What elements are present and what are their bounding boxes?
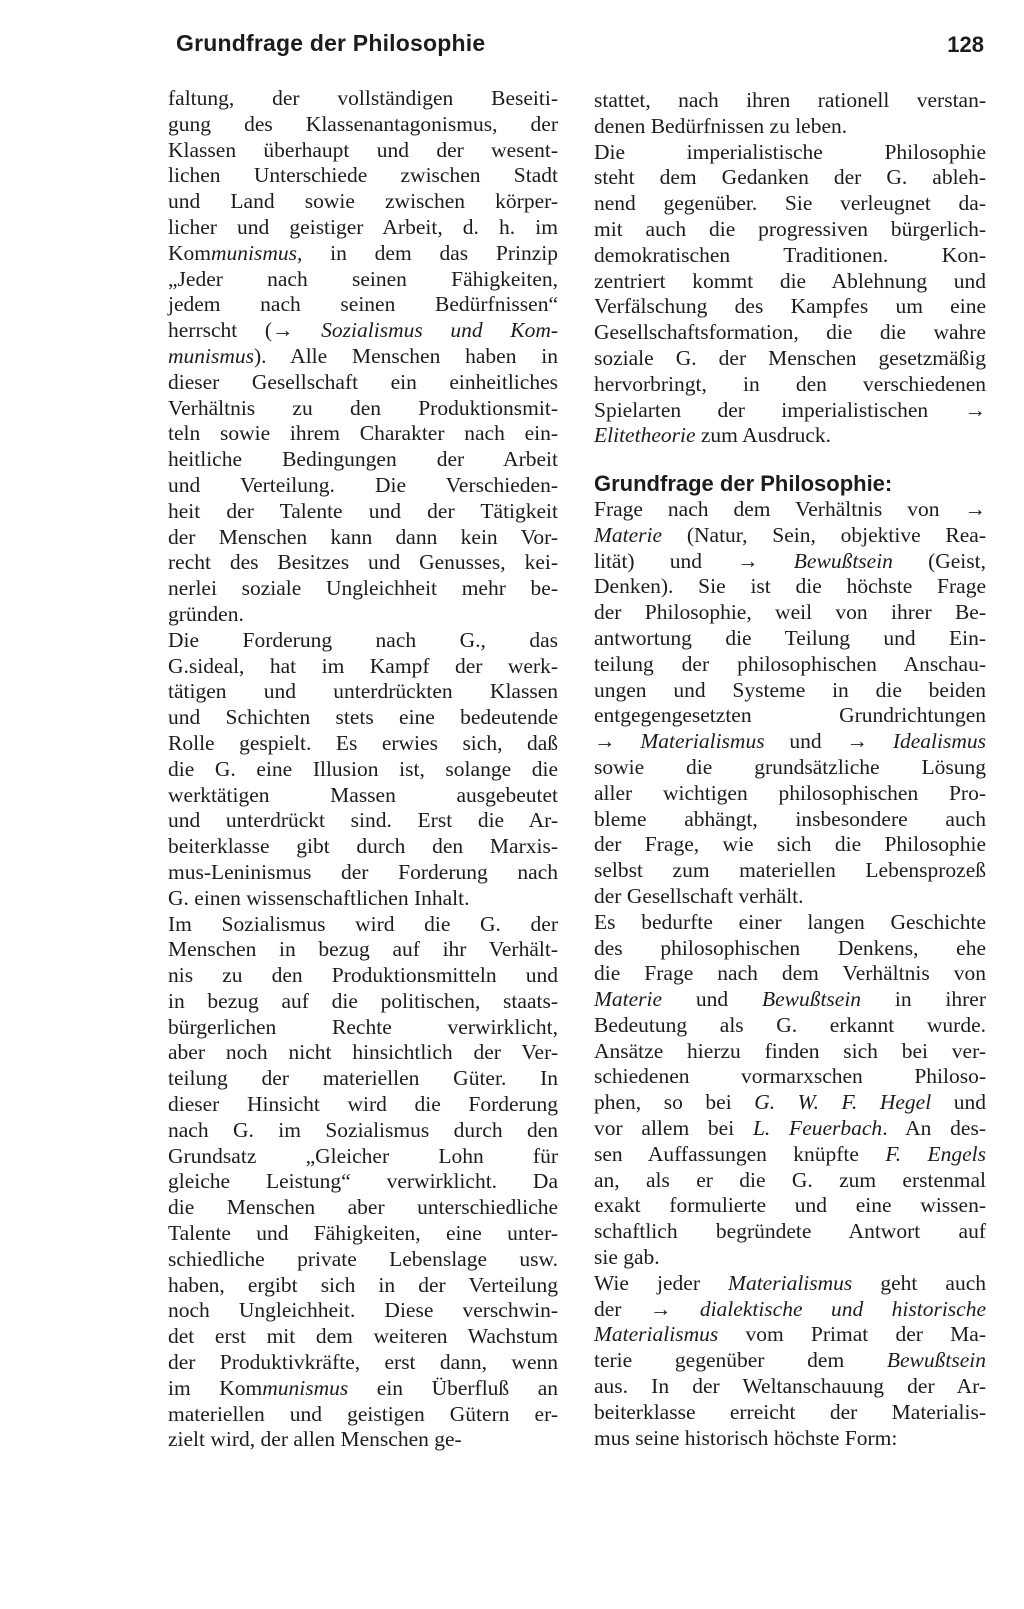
text-line: und Land sowie zwischen körper- [168, 189, 558, 214]
text-line: demokratischen Traditionen. Kon- [594, 242, 986, 267]
text-line: hervorbringt, in den verschiedenen [594, 371, 986, 396]
running-head: Grundfrage der Philosophie [176, 30, 486, 56]
text-line: teilung der materiellen Güter. In [168, 1066, 558, 1091]
text-line: teilung der philosophischen Anschau- [594, 651, 986, 676]
text-line: materiellen und geistigen Gütern er- [168, 1401, 558, 1426]
text-line: gründen. [168, 601, 244, 626]
italic-term: munismus [262, 1375, 349, 1400]
text-line: sie gab. [594, 1245, 660, 1270]
text-line: bürgerlichen Rechte verwirklicht, [168, 1014, 558, 1039]
text-line: Materialismus vom Primat der Ma- [594, 1322, 986, 1347]
text-line: zentriert kommt die Ablehnung und [594, 268, 986, 293]
text-line: licher und geistiger Arbeit, d. h. im [168, 214, 558, 239]
text-line: Denken). Sie ist die höchste Frage [594, 574, 986, 599]
text-line: Verhältnis zu den Produktionsmit- [168, 395, 558, 420]
text-line: Es bedurfte einer langen Geschichte [594, 909, 986, 934]
text-line: terie gegenüber dem Bewußtsein [594, 1348, 986, 1373]
text-line: Elitetheorie zum Ausdruck. [594, 423, 832, 448]
text-line: Die imperialistische Philosophie [594, 139, 986, 164]
text-line: der Philosophie, weil von ihrer Be- [594, 600, 986, 625]
text-line: lität) und → Bewußtsein (Geist, [594, 548, 986, 573]
text-line: Rolle gespielt. Es erwies sich, daß [168, 730, 558, 755]
italic-term: L. Feuerbach [752, 1116, 883, 1141]
text-line: steht dem Gedanken der G. ableh- [594, 165, 986, 190]
text-line: nach G. im Sozialismus durch den [168, 1117, 558, 1142]
text-line: aber noch nicht hinsichtlich der Ver- [168, 1040, 558, 1065]
italic-term: munismus [168, 343, 255, 368]
text-line: nerlei soziale Ungleichheit mehr be- [168, 576, 558, 601]
text-line: haben, ergibt sich in der Verteilung [168, 1272, 558, 1297]
right-column-bottom [594, 497, 986, 1451]
text-line: Die Forderung nach G., das [168, 627, 558, 652]
text-line: jedem nach seinen Bedürfnissen“ [168, 292, 558, 317]
text-line: tätigen und unterdrückten Klassen [168, 679, 558, 704]
italic-term: Bewußtsein [886, 1348, 986, 1373]
text-line: Spielarten der imperialistischen → [594, 397, 986, 422]
text-line: schiedliche private Lebenslage usw. [168, 1246, 558, 1271]
text-line: Grundsatz „Gleicher Lohn für [168, 1143, 558, 1168]
text-line: → Materialismus und → Idealismus [594, 729, 987, 754]
text-line: nend gegenüber. Sie verleugnet da- [594, 191, 986, 216]
text-line: vor allem bei L. Feuerbach. An des- [594, 1116, 986, 1141]
text-line: und Verteilung. Die Verschieden- [168, 472, 558, 497]
text-line: heit der Talente und der Tätigkeit [168, 498, 558, 523]
text-line: Wie jeder Materialismus geht auch [594, 1270, 986, 1295]
text-line: heitliche Bedingungen der Arbeit [168, 447, 558, 472]
text-line: antwortung die Teilung und Ein- [594, 625, 986, 650]
text-line: mus-Leninismus der Forderung nach [168, 859, 558, 884]
text-line: Gesellschaftsformation, die die wahre [594, 320, 986, 345]
text-line: Im Sozialismus wird die G. der [168, 911, 558, 936]
italic-term: Materie [594, 987, 663, 1012]
text-line: schiedenen vormarxschen Philoso- [594, 1064, 986, 1089]
text-line: ungen und Systeme in die beiden [594, 677, 986, 702]
text-line: teln sowie ihrem Charakter nach ein- [168, 421, 558, 446]
left-column [168, 86, 558, 1453]
text-line: der Frage, wie sich die Philosophie [594, 832, 986, 857]
text-line: aller wichtigen philosophischen Pro- [594, 780, 986, 805]
italic-term: Idealismus [892, 729, 987, 754]
text-line: schaftlich begründete Antwort auf [594, 1219, 986, 1244]
text-line: der Menschen kann dann kein Vor- [168, 524, 558, 549]
right-column [594, 88, 986, 1451]
text-line: gung des Klassenantagonismus, der [168, 111, 558, 136]
text-line: Menschen in bezug auf ihr Verhält- [168, 937, 558, 962]
text-line: gleiche Leistung“ verwirklicht. Da [168, 1169, 558, 1194]
text-line: denen Bedürfnissen zu leben. [594, 113, 848, 138]
text-line: Klassen überhaupt und der wesent- [168, 137, 558, 162]
text-line: beiterklasse erreicht der Materialis- [594, 1399, 986, 1424]
text-line: Frage nach dem Verhältnis von → [594, 496, 986, 521]
text-line: mit auch die progressiven bürgerlich- [594, 216, 986, 241]
text-line: noch Ungleichheit. Diese verschwin- [168, 1298, 558, 1323]
entry-headword-line [594, 471, 986, 497]
italic-term: Sozialismus und Kom- [321, 318, 559, 343]
entry-headword: Grundfrage der Philosophie: [594, 471, 893, 497]
text-line: die Frage nach dem Verhältnis von [594, 961, 986, 986]
text-line: exakt formulierte und eine wissen- [594, 1193, 986, 1218]
text-line: der Gesellschaft verhält. [594, 883, 804, 908]
text-line: sowie die grundsätzliche Lösung [594, 754, 986, 779]
italic-term: Elitetheorie [594, 423, 696, 448]
text-line: aus. In der Weltanschauung der Ar- [594, 1374, 986, 1399]
text-line: Kommunismus, in dem das Prinzip [168, 240, 558, 265]
text-line: die G. eine Illusion ist, solange die [168, 756, 558, 781]
italic-term: G. W. F. Hegel [754, 1090, 932, 1115]
text-line: werktätigen Massen ausgebeutet [168, 782, 558, 807]
italic-term: Materialismus [594, 1322, 719, 1347]
text-line: Materie und Bewußtsein in ihrer [594, 987, 986, 1012]
text-line: zielt wird, der allen Menschen ge- [168, 1427, 462, 1452]
text-line: im Kommunismus ein Überfluß an [168, 1375, 559, 1400]
italic-term: munismus [211, 240, 298, 265]
italic-term: Bewußtsein [761, 987, 862, 1012]
text-line: Talente und Fähigkeiten, eine unter- [168, 1221, 558, 1246]
text-line: und unterdrückt sind. Erst die Ar- [168, 808, 558, 833]
text-line: dieser Hinsicht wird die Forderung [168, 1092, 558, 1117]
text-line: stattet, nach ihren rationell verstan- [594, 88, 986, 112]
text-line: der → dialektische und historische [594, 1296, 986, 1321]
entry-gap [594, 449, 986, 471]
italic-term: Bewußtsein [793, 548, 893, 573]
text-line: soziale G. der Menschen gesetzmäßig [594, 345, 986, 370]
italic-term: F. Engels [885, 1141, 986, 1166]
text-line: bleme abhängt, insbesondere auch [594, 806, 986, 831]
text-line: nis zu den Produktionsmitteln und [168, 963, 558, 988]
italic-term: Materialismus [640, 729, 765, 754]
text-line: an, als er die G. zum erstenmal [594, 1167, 986, 1192]
text-line: in bezug auf die politischen, staats- [168, 988, 558, 1013]
text-line: faltung, der vollständigen Beseiti- [168, 86, 558, 110]
text-line: G. einen wissenschaftlichen Inhalt. [168, 885, 470, 910]
text-line: phen, so bei G. W. F. Hegel und [594, 1090, 986, 1115]
italic-term: dialektische und historische [699, 1296, 986, 1321]
text-line: und Schichten stets eine bedeutende [168, 705, 558, 730]
text-line: die Menschen aber unterschiedliche [168, 1195, 558, 1220]
text-line: Ansätze hierzu finden sich bei ver- [594, 1038, 986, 1063]
text-line: beiterklasse gibt durch den Marxis- [168, 834, 558, 859]
text-line: dieser Gesellschaft ein einheitliches [168, 369, 558, 394]
text-line: lichen Unterschiede zwischen Stadt [168, 163, 558, 188]
text-line: Materie (Natur, Sein, objektive Rea- [594, 522, 986, 547]
text-line: mus seine historisch höchste Form: [594, 1425, 898, 1450]
text-line: munismus). Alle Menschen haben in [168, 343, 558, 368]
text-line: recht des Besitzes und Genusses, kei- [168, 550, 558, 575]
text-line: herrscht (→ Sozialismus und Kom- [168, 318, 559, 343]
italic-term: Materialismus [728, 1270, 853, 1295]
text-line: Verfälschung des Kampfes um eine [594, 294, 986, 319]
text-line: det erst mit dem weiteren Wachstum [168, 1324, 558, 1349]
text-line: selbst zum materiellen Lebensprozeß [594, 858, 986, 883]
text-line: entgegengesetzten Grundrichtungen [594, 703, 986, 728]
text-line: „Jeder nach seinen Fähigkeiten, [168, 266, 558, 291]
italic-term: Materie [594, 522, 663, 547]
text-line: Bedeutung als G. erkannt wurde. [594, 1012, 986, 1037]
text-line: G.sideal, hat im Kampf der werk- [168, 653, 558, 678]
page-header [176, 30, 984, 66]
text-line: des philosophischen Denkens, ehe [594, 935, 986, 960]
page-number: 128 [947, 32, 984, 57]
text-line: sen Auffassungen knüpfte F. Engels [594, 1141, 986, 1166]
text-line: der Produktivkräfte, erst dann, wenn [168, 1350, 558, 1375]
right-column-top [594, 88, 986, 423]
